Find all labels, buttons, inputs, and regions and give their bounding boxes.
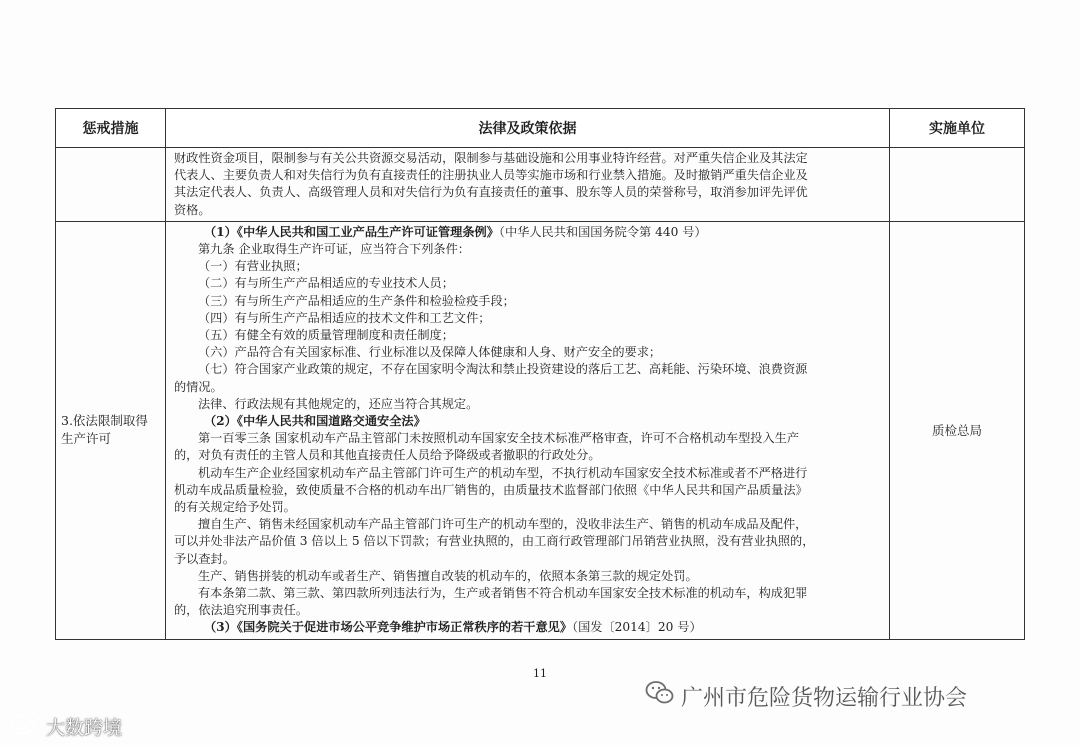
condition-item: （一）有营业执照；: [198, 259, 308, 274]
paragraph-line: 的，对负有责任的主管人员和其他直接责任人员给予降级或者撤职的行政处分。: [174, 448, 601, 463]
law-other-provision: 法律、行政法规有其他规定的，还应当符合其规定。: [198, 396, 479, 411]
table-row: [56, 221, 1025, 639]
row1-unit-cell: [890, 148, 1025, 222]
row2-basis-cell: [166, 221, 890, 639]
row1-basis-cell: [166, 148, 890, 222]
condition-item: （三）有与所生产产品相适应的生产条件和检验检疫手段；: [198, 293, 515, 308]
law-heading-2: （2）《中华人民共和国道路交通安全法》: [204, 414, 426, 429]
law-heading-3: [174, 619, 881, 636]
condition-item: （六）产品符合有关国家标准、行业标准以及保障人体健康和人身、财产安全的要求；: [198, 345, 662, 360]
law-title: （3）《国务院关于促进市场公平竞争维护市场正常秩序的若干意见》: [204, 620, 573, 635]
measure-label: 3.依法限制取得: [61, 413, 148, 429]
text-line: 代表人、主要负责人和对失信行为负有直接责任的注册执业人员等实施市场和行业禁入措施。及时撤销严重失信企业及: [174, 168, 808, 183]
header-legal-basis: 法律及政策依据: [166, 109, 890, 148]
law-title: （1）《中华人民共和国工业产品生产许可证管理条例》: [204, 224, 499, 239]
paragraph-line: 的，依法追究刑事责任。: [174, 603, 309, 618]
law-reference: （中华人民共和国国务院令第 440 号）: [498, 224, 707, 239]
header-measure: 惩戒措施: [56, 109, 166, 148]
text-line: 财政性资金项目，限制参与有关公共资源交易活动，限制参与基础设施和公用事业特许经营。对严重失信企业及其法定: [174, 151, 808, 165]
condition-item: （四）有与所生产产品相适应的技术文件和工艺文件；: [198, 310, 491, 325]
paragraph-line: 予以查封。: [174, 551, 235, 566]
table-header-row: [56, 109, 1025, 148]
row2-measure-cell: [56, 221, 166, 639]
paragraph-line: 生产、销售拼装的机动车或者生产、销售擅自改装的机动车的，依照本条第三款的规定处罚。: [198, 568, 698, 583]
wechat-icon: [645, 680, 675, 712]
row2-unit-cell: 质检总局: [890, 221, 1025, 639]
condition-item: （五）有健全有效的质量管理制度和责任制度；: [198, 328, 454, 343]
watermark-right-text: 广州市危险货物运输行业协会: [681, 685, 968, 711]
paragraph-line: 可以并处非法产品价值 3 倍以上 5 倍以下罚款；有营业执照的，由工商行政管理部门吊销营业执照，没有营业执照的，: [174, 534, 815, 549]
paragraph-line: 机动车成品质量检验，致使质量不合格的机动车出厂销售的，由质量技术监督部门依照《中华人民共和国产品质量法》: [174, 482, 808, 497]
policy-table: [55, 108, 1025, 640]
table-row: [56, 148, 1025, 222]
law-heading-1: [174, 224, 881, 241]
watermark-left-text: 大数跨境: [46, 717, 123, 739]
law-reference: （国发〔2014〕20 号）: [572, 620, 702, 635]
paragraph-line: 机动车生产企业经国家机动车产品主管部门许可生产的机动车型，不执行机动车国家安全技术标准或者不严格进行: [198, 465, 808, 480]
page-number: 11: [533, 667, 547, 680]
paragraph-line: 擅自生产、销售未经国家机动车产品主管部门许可生产的机动车型的，没收非法生产、销售的机动车成品及配件，: [198, 517, 808, 532]
article-9: 第九条 企业取得生产许可证，应当符合下列条件：: [198, 242, 470, 257]
paragraph-line: 第一百零三条 国家机动车产品主管部门未按照机动车国家安全技术标准严格审查，许可不合格机动车型投入生产: [198, 431, 800, 446]
watermark-right: [645, 680, 967, 712]
text-line: 其法定代表人、负责人、高级管理人员和对失信行为负有直接责任的董事、股东等人员的荣誉称号，取消参加评先评优: [174, 185, 808, 200]
paragraph-line: 有本条第二款、第三款、第四款所列违法行为，生产或者销售不符合机动车国家安全技术标准的机动车，构成犯罪: [198, 586, 808, 601]
weibo-icon: [8, 711, 42, 742]
measure-label: 生产许可: [61, 431, 112, 447]
text-line: 资格。: [174, 202, 211, 217]
condition-item: （二）有与所生产产品相适应的专业技术人员；: [198, 276, 454, 291]
row1-measure-cell: [56, 148, 166, 222]
condition-continuation: 的情况。: [174, 379, 223, 394]
condition-item: （七）符合国家产业政策的规定，不存在国家明令淘汰和禁止投资建设的落后工艺、高耗能、污染环境、浪费资源: [198, 362, 808, 377]
watermark-left: [8, 711, 122, 742]
paragraph-line: 的有关规定给予处罚。: [174, 500, 296, 515]
header-implementing-unit: 实施单位: [890, 109, 1025, 148]
